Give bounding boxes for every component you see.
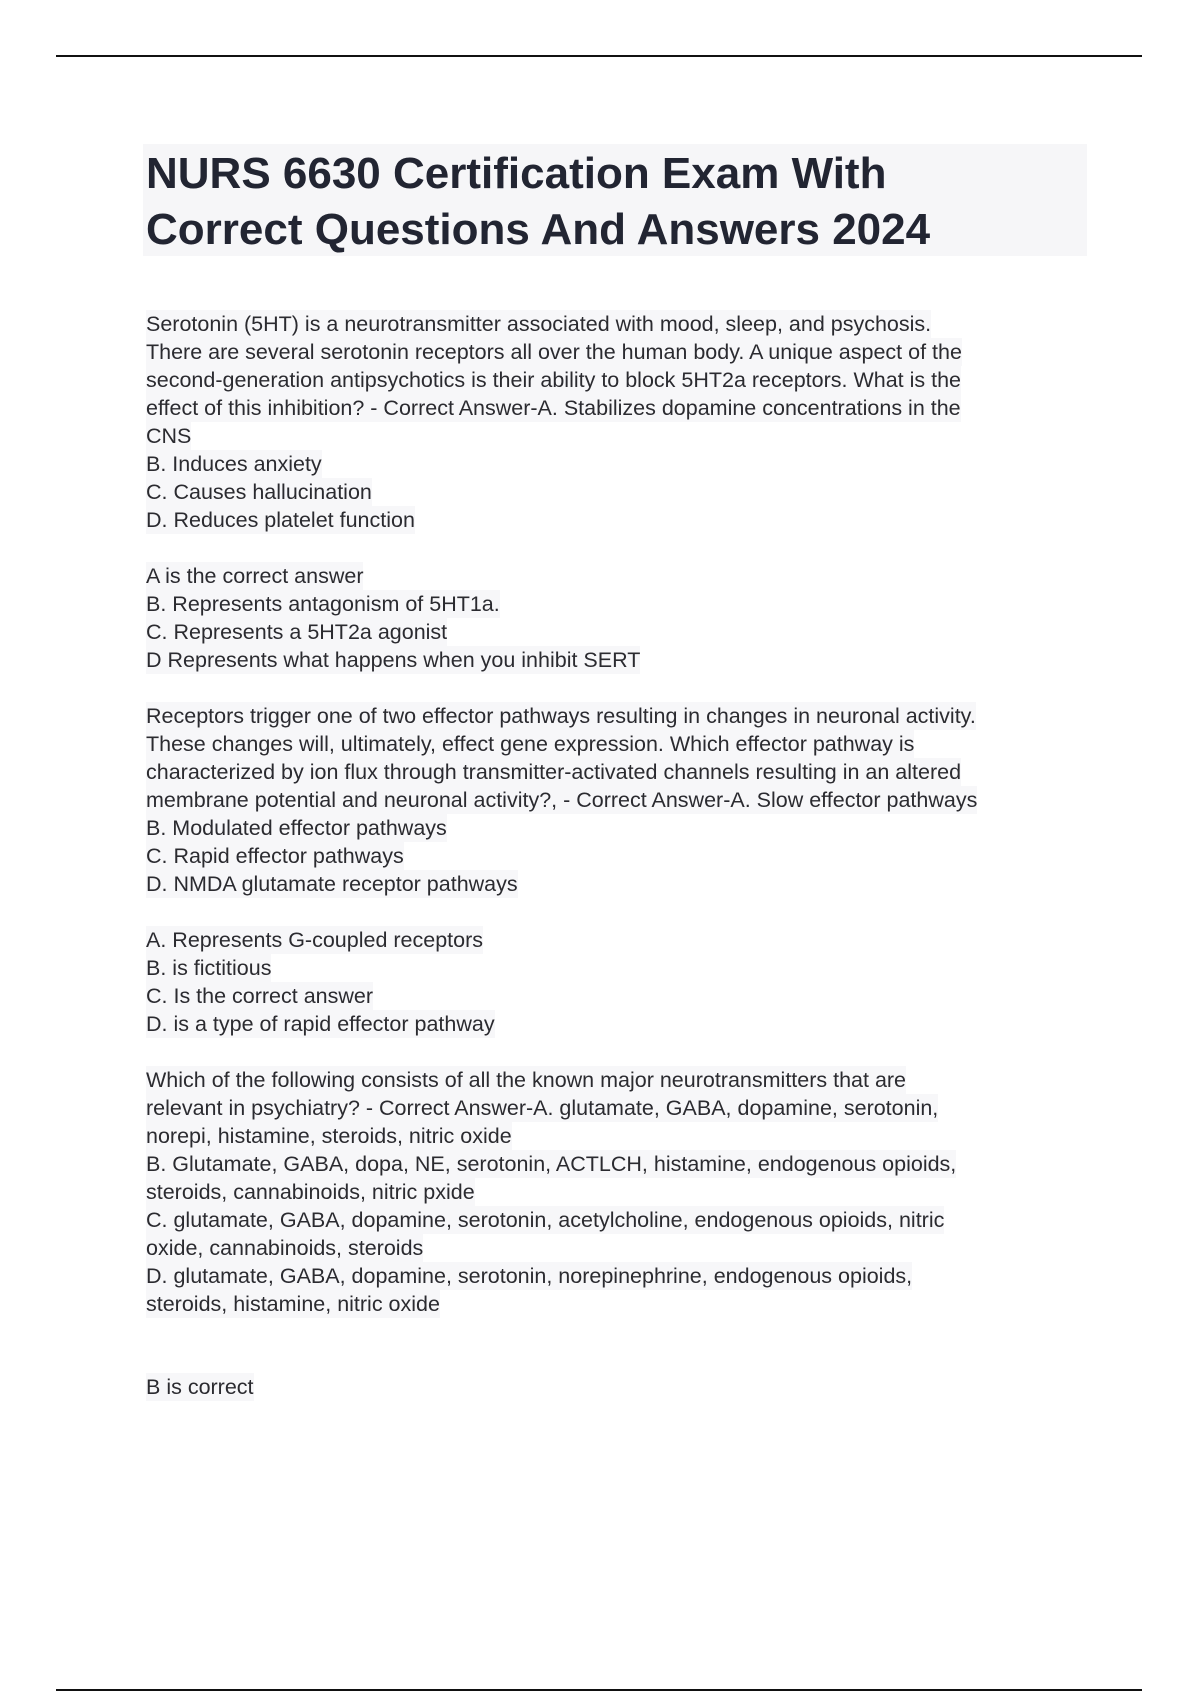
answer-option: B. Glutamate, GABA, dopa, NE, serotonin, ACTLCH, histamine, endogenous opioids,: [146, 1152, 957, 1176]
spacer: [146, 674, 1086, 702]
text-line: C. Is the correct answer: [146, 984, 374, 1008]
answer-option: C. glutamate, GABA, dopamine, serotonin, acetylcholine, endogenous opioids, nitric: [146, 1208, 945, 1232]
text-line: A. Represents G-coupled receptors: [146, 928, 483, 952]
text-line: B. Represents antagonism of 5HT1a.: [146, 592, 500, 616]
text-line: C. Represents a 5HT2a agonist: [146, 620, 448, 644]
question-2: [146, 702, 1086, 898]
page-title-line-2: Correct Questions And Answers 2024: [146, 205, 931, 254]
text-line: characterized by ion flux through transmitter-activated channels resulting in an altered: [146, 760, 962, 784]
text-line: D Represents what happens when you inhibit SERT: [146, 648, 641, 672]
page-title: [146, 146, 1086, 258]
spacer: [146, 1318, 1086, 1373]
answer-option: C. Causes hallucination: [146, 480, 372, 504]
page-title-line-1: NURS 6630 Certification Exam With: [146, 149, 887, 198]
text-line: A is the correct answer: [146, 564, 364, 588]
spacer: [146, 1038, 1086, 1066]
text-line: B. is fictitious: [146, 956, 272, 980]
answer-option: B. Modulated effector pathways: [146, 816, 447, 840]
spacer: [146, 898, 1086, 926]
text-line: membrane potential and neuronal activity?, - Correct Answer-A. Slow effector pathways: [146, 788, 978, 812]
question-1: [146, 310, 1086, 534]
answer-option: steroids, histamine, nitric oxide: [146, 1292, 440, 1316]
explanation-2: [146, 926, 1086, 1038]
answer-option: oxide, cannabinoids, steroids: [146, 1236, 424, 1260]
spacer: [146, 534, 1086, 562]
text-line: There are several serotonin receptors all over the human body. A unique aspect of the: [146, 340, 962, 364]
answer-option: D. NMDA glutamate receptor pathways: [146, 872, 518, 896]
text-line: B is correct: [146, 1375, 254, 1399]
answer-option: D. glutamate, GABA, dopamine, serotonin, norepinephrine, endogenous opioids,: [146, 1264, 913, 1288]
answer-option: D. Reduces platelet function: [146, 508, 415, 532]
text-line: These changes will, ultimately, effect gene expression. Which effector pathway is: [146, 732, 915, 756]
top-rule: [56, 55, 1142, 57]
text-line: CNS: [146, 424, 192, 448]
text-line: D. is a type of rapid effector pathway: [146, 1012, 495, 1036]
bottom-rule: [56, 1689, 1142, 1691]
answer-option: B. Induces anxiety: [146, 452, 322, 476]
text-line: relevant in psychiatry? - Correct Answer-A. glutamate, GABA, dopamine, serotonin,: [146, 1096, 939, 1120]
answer-option: C. Rapid effector pathways: [146, 844, 404, 868]
question-3: [146, 1066, 1086, 1318]
text-line: norepi, histamine, steroids, nitric oxide: [146, 1124, 512, 1148]
answer-option: steroids, cannabinoids, nitric pxide: [146, 1180, 475, 1204]
text-line: effect of this inhibition? - Correct Answer-A. Stabilizes dopamine concentrations in the: [146, 396, 961, 420]
text-line: Receptors trigger one of two effector pathways resulting in changes in neuronal activity.: [146, 704, 976, 728]
text-line: Serotonin (5HT) is a neurotransmitter associated with mood, sleep, and psychosis.: [146, 312, 932, 336]
text-line: Which of the following consists of all the known major neurotransmitters that are: [146, 1068, 907, 1092]
explanation-1: [146, 562, 1086, 674]
explanation-3: [146, 1373, 1086, 1401]
document-body: [146, 310, 1086, 1401]
text-line: second-generation antipsychotics is their ability to block 5HT2a receptors. What is the: [146, 368, 962, 392]
